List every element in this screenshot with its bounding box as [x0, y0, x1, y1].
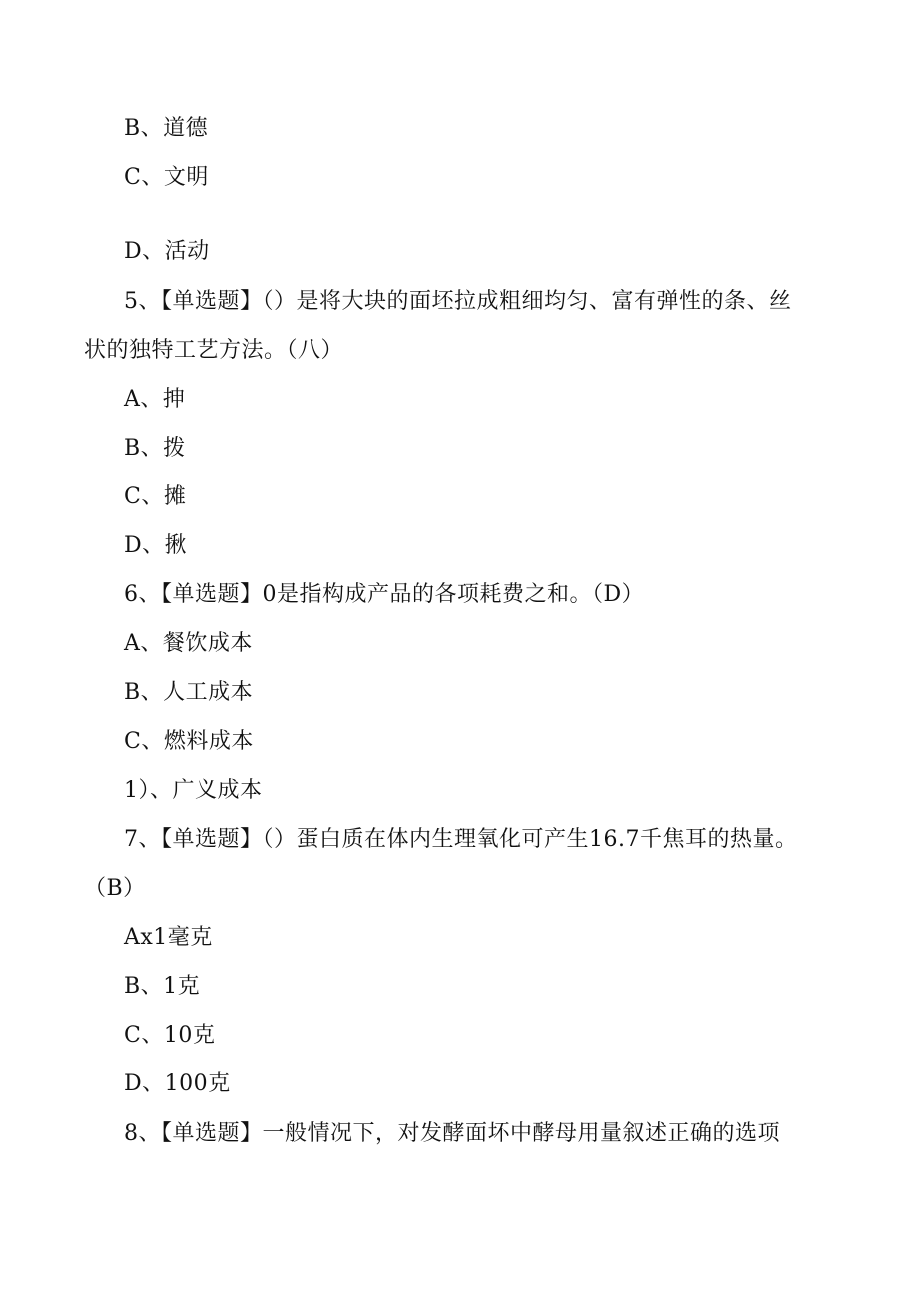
option-c-tan: C、摊 [124, 484, 187, 509]
option-c-10g: C、10克 [124, 1023, 216, 1048]
option-b-bo: B、拨 [124, 436, 186, 461]
option-b-daode: B、道德 [124, 116, 209, 141]
question-8: 8、【单选题】一般情况下，对发酵面坏中酵母用量叙述正确的选项 [124, 1121, 780, 1146]
option-d-100g: D、100克 [124, 1071, 231, 1096]
question-6: 6、【单选题】0是指构成产品的各项耗费之和。（D） [124, 582, 645, 607]
option-c-ranliao: C、燃料成本 [124, 729, 254, 754]
option-a-canyin: A、餐饮成本 [124, 631, 253, 656]
option-a-1mg: Ax1毫克 [124, 925, 213, 950]
question-5: 5、【单选题】（）是将大块的面坯拉成粗细均匀、富有弹性的条、丝 [124, 289, 792, 314]
question-5-continuation: 状的独特工艺方法。（八） [84, 338, 344, 363]
option-b-1g: B、1克 [124, 974, 201, 999]
option-d-huodong: D、活动 [124, 239, 210, 264]
option-c-wenming: C、文明 [124, 165, 209, 190]
option-a-chen: A、抻 [124, 387, 186, 412]
question-7-answer: （B） [84, 876, 146, 901]
option-b-rengong: B、人工成本 [124, 680, 254, 705]
question-7: 7、【单选题】（）蛋白质在体内生理氧化可产生16.7千焦耳的热量。 [124, 827, 798, 852]
option-d-jiu: D、揪 [124, 533, 188, 558]
option-d-guangyi: 1）、广义成本 [124, 778, 263, 803]
